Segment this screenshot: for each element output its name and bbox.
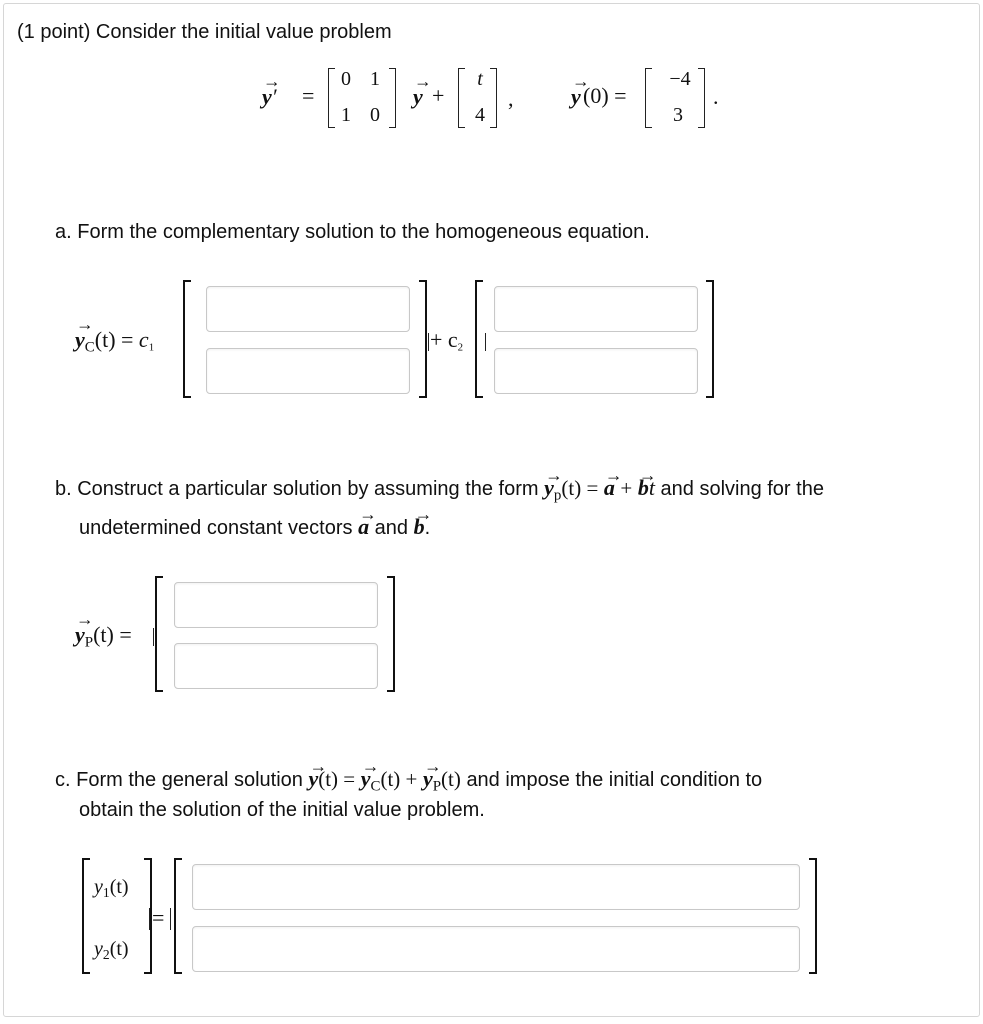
complementary-vector1-entry2[interactable] [206, 348, 410, 394]
vector1-left-bracket [183, 280, 191, 398]
initial-entry: −4 [669, 68, 691, 90]
initial-condition-label: (0) = [583, 83, 627, 108]
initial-entry: 3 [673, 104, 683, 126]
particular-entry1[interactable] [174, 582, 378, 628]
solution-entry1[interactable] [192, 864, 800, 910]
y1-label: $y_1(t)$ [94, 876, 129, 901]
divider [485, 333, 486, 351]
y-vector-symbol: → y [361, 767, 371, 791]
complementary-vector2-entry1[interactable] [494, 286, 698, 332]
y-vector-symbol: → y [308, 767, 318, 791]
vector2-right-bracket [706, 280, 714, 398]
y-vector-symbol: → y [413, 84, 423, 110]
a-vector-symbol: → a [604, 476, 615, 500]
forcing-entry: 4 [475, 104, 485, 126]
forcing-entry: t [477, 68, 483, 90]
part-b-prompt-line2: undetermined constant vectors → a and → b. [79, 515, 430, 540]
divider [149, 908, 150, 930]
forcing-right-bracket [490, 68, 497, 128]
ode-equation: → y′ = 0 1 1 0 → y + t 4 , → y (0) = −4 3 . [0, 60, 983, 140]
matrix-right-bracket [389, 68, 396, 128]
part-a-lhs: → $y_C(t) = c_1$ [75, 327, 154, 356]
y2-label: $y_2(t)$ [94, 938, 129, 963]
y-vector-symbol: → y [423, 767, 433, 791]
vector2-left-bracket [475, 280, 483, 398]
matrix-entry: 1 [370, 68, 380, 90]
solution-lhs-right-bracket [144, 858, 152, 974]
b-vector-symbol: → b [414, 515, 425, 539]
y-vector-symbol: → y [544, 476, 554, 500]
complementary-vector2-entry2[interactable] [494, 348, 698, 394]
y-vector-symbol: → y [571, 84, 581, 110]
matrix-left-bracket [328, 68, 335, 128]
particular-entry2[interactable] [174, 643, 378, 689]
initial-right-bracket [698, 68, 705, 128]
solution-rhs-left-bracket [174, 858, 182, 974]
forcing-left-bracket [458, 68, 465, 128]
a-vector-symbol: → a [358, 515, 369, 539]
divider [153, 628, 154, 646]
part-c-prompt-line1: c. Form the general solution → y(t) = → $y_C(t)$ + → $y_P(t)$ and impose the initial condition to [55, 767, 762, 798]
initial-left-bracket [645, 68, 652, 128]
part-a-c2: + $c_2$ [430, 327, 464, 354]
complementary-vector1-entry1[interactable] [206, 286, 410, 332]
solution-rhs-right-bracket [809, 858, 817, 974]
particular-left-bracket [155, 576, 163, 692]
vector1-right-bracket [419, 280, 427, 398]
part-b-lhs: → $y_P(t)$ = [75, 622, 132, 651]
b-vector-symbol: → b [638, 476, 649, 500]
matrix-entry: 0 [341, 68, 351, 90]
y-vector-symbol: → y [75, 622, 85, 648]
part-a-prompt: a. Form the complementary solution to the homogeneous equation. [55, 221, 650, 243]
problem-title: (1 point) Consider the initial value problem [17, 21, 392, 43]
part-c-prompt-line2: obtain the solution of the initial value problem. [79, 799, 485, 821]
particular-right-bracket [387, 576, 395, 692]
divider [428, 333, 429, 351]
divider [170, 908, 171, 930]
solution-entry2[interactable] [192, 926, 800, 972]
solution-lhs-left-bracket [82, 858, 90, 974]
matrix-entry: 0 [370, 104, 380, 126]
solution-equals: = [152, 905, 165, 930]
matrix-entry: 1 [341, 104, 351, 126]
y-vector-symbol: → y [262, 84, 272, 110]
y-vector-symbol: → y [75, 327, 85, 353]
part-b-prompt-line1: b. Construct a particular solution by assuming the form → $y_p(t)$ = → a + → bt and solving for the [55, 476, 824, 507]
